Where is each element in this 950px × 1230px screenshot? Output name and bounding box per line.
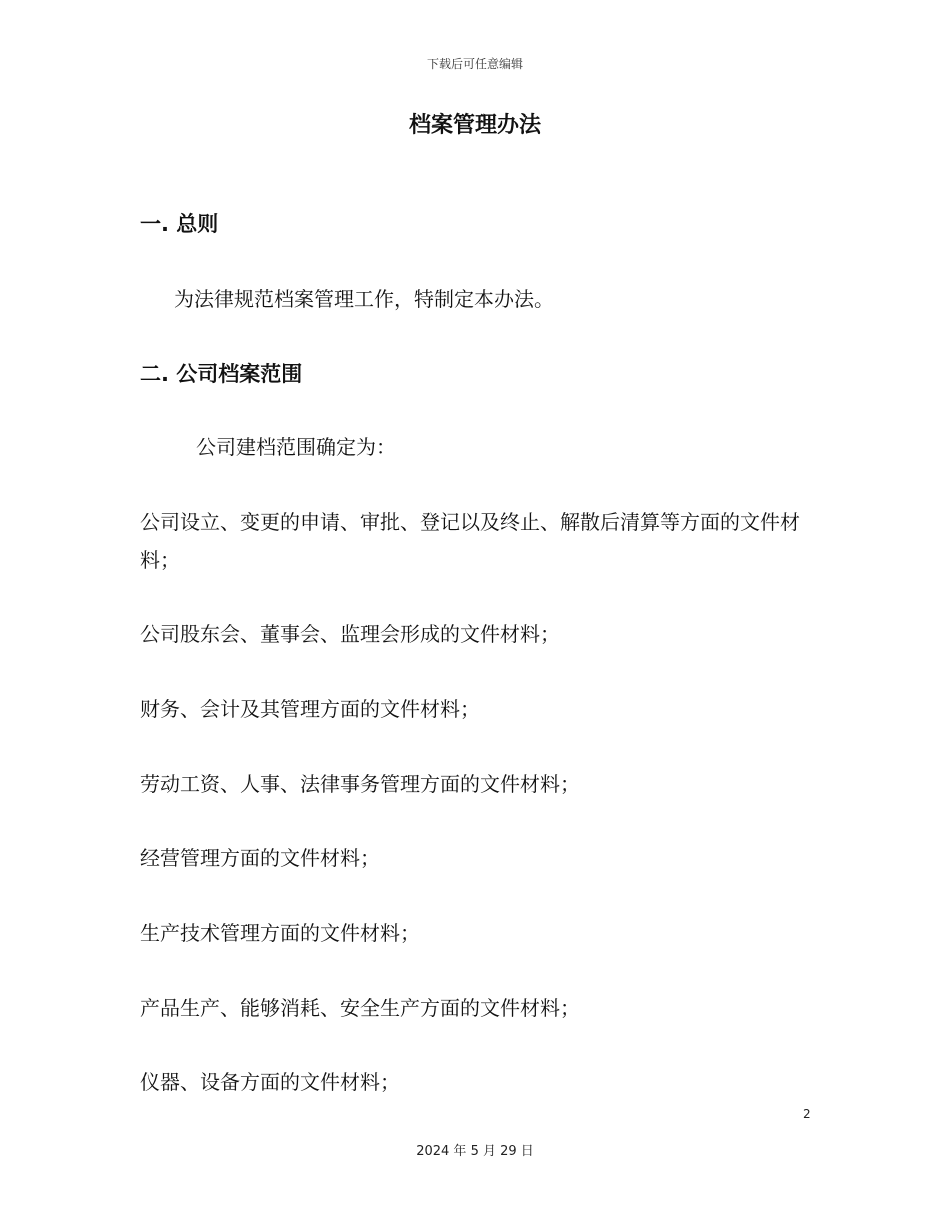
list-item: 生产技术管理方面的文件材料； (140, 921, 420, 945)
section-heading-general: 一. 总则 (140, 212, 219, 236)
list-item: 公司设立、变更的申请、审批、登记以及终止、解散后清算等方面的文件材料； (140, 510, 800, 572)
list-item: 财务、会计及其管理方面的文件材料； (140, 697, 480, 721)
section-heading-archive-scope: 二. 公司档案范围 (140, 362, 303, 386)
footer-date: 2024 年 5 月 29 日 (416, 1144, 534, 1159)
list-item: 经营管理方面的文件材料； (140, 846, 380, 870)
paragraph-general: 为法律规范档案管理工作，特制定本办法。 (174, 287, 554, 311)
header-note: 下载后可任意编辑 (426, 57, 523, 71)
page-number: 2 (803, 1107, 811, 1121)
list-item: 产品生产、能够消耗、安全生产方面的文件材料； (140, 996, 580, 1020)
list-item: 仪器、设备方面的文件材料； (140, 1070, 400, 1094)
paragraph-scope-intro: 公司建档范围确定为： (196, 435, 396, 459)
list-item: 公司股东会、董事会、监理会形成的文件材料； (140, 622, 560, 646)
list-item: 劳动工资、人事、法律事务管理方面的文件材料； (140, 772, 580, 796)
document-title: 档案管理办法 (408, 113, 541, 138)
